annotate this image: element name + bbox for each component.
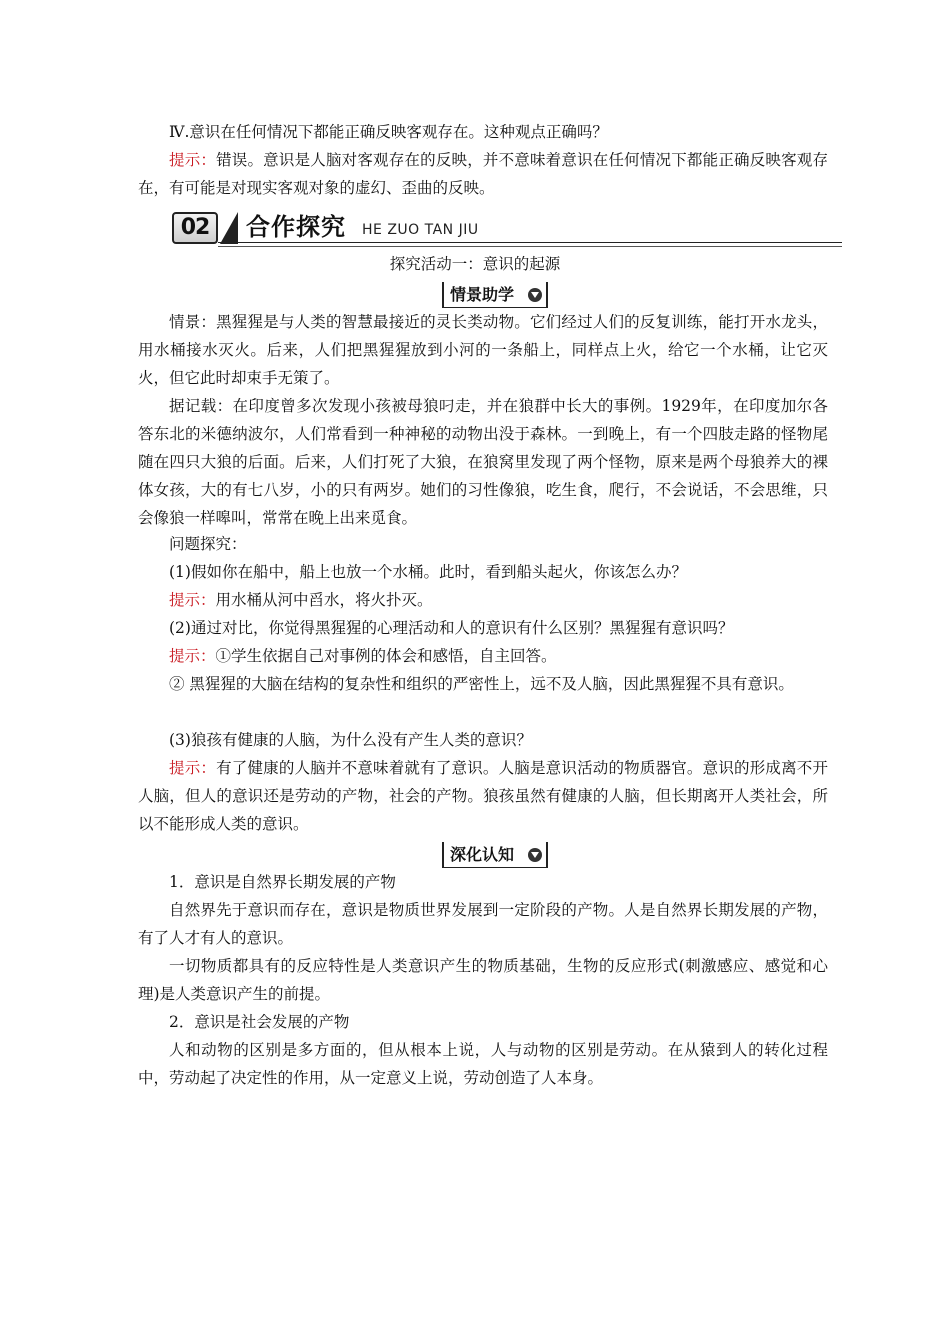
deepen-paragraph-1: 自然界先于意识而存在，意识是物质世界发展到一定阶段的产物。人是自然界长期发展的产物，有了人才有人的意识。 [138,901,828,947]
question-3: (3)狼孩有健康的人脑，为什么没有产生人类的意识？ [169,731,532,749]
scene-tag [442,282,548,308]
question-4-hint [138,146,828,202]
scene-tag-label: 情景助学 [450,285,515,304]
deepen-paragraph-3: 人和动物的区别是多方面的，但从根本上说，人与动物的区别是劳动。在从猿到人的转化过程中，劳动起了决定性的作用，从一定意义上说，劳动创造了人本身。 [138,1041,828,1087]
question-1: (1)假如你在船中，船上也放一个水桶。此时，看到船头起火，你该怎么办？ [169,563,687,581]
section-rule-thin [218,246,842,247]
hint-label: 提示： [169,647,216,665]
hint-text: 错误。意识是人脑对客观存在的反映，并不意味着意识在任何情况下都能正确反映客观存在，有可能是对现实客观对象的虚幻、歪曲的反映。 [138,151,828,197]
deepen-heading-2: 2．意识是社会发展的产物 [169,1013,350,1031]
answer-2-text: ①学生依据自己对事例的体会和感悟，自主回答。 [215,647,557,665]
section-triangle-icon [220,212,238,244]
section-header [172,212,842,248]
deepen-tag-label: 深化认知 [450,845,515,864]
answer-2 [138,642,828,670]
answer-1 [138,586,828,614]
hint-label: 提示： [169,591,216,609]
section-rule [218,242,842,243]
scene-paragraph-2: 据记载：在印度曾多次发现小孩被母狼叼走，并在狼群中长大的事例。1929年，在印度加尔各答东北的米德纳波尔，人们常看到一种神秘的动物出没于森林。一到晚上，有一个四肢走路的怪物尾随在四只大狼的后面。后来，人们打死了大狼，在狼窝里发现了两个怪物，原来是两个母狼养大的裸体女孩，大的有七八岁，小的只有两岁。她们的习性像狼，吃生食，爬行，不会说话，不会思维，只会像狼一样嗥叫，常常在晚上出来觅食。 [138,397,828,527]
hint-label: 提示： [169,151,217,169]
question-4: Ⅳ.意识在任何情况下都能正确反映客观存在。这种观点正确吗？ [169,123,608,141]
deepen-heading-1: 1．意识是自然界长期发展的产物 [169,873,396,891]
answer-1-text: 用水桶从河中舀水，将火扑灭。 [215,591,433,609]
question-2: (2)通过对比，你觉得黑猩猩的心理活动和人的意识有什么区别？黑猩猩有意识吗？ [169,619,734,637]
activity-title: 探究活动一：意识的起源 [389,255,561,273]
section-number: 02 [172,212,218,244]
answer-3 [138,754,828,838]
down-arrow-icon [528,288,542,302]
answer-2b: ② 黑猩猩的大脑在结构的复杂性和组织的严密性上，远不及人脑，因此黑猩猩不具有意识。 [169,675,794,693]
hint-label: 提示： [169,759,217,777]
question-label: 问题探究： [169,535,247,553]
down-arrow-icon [528,848,542,862]
deepen-paragraph-2: 一切物质都具有的反应特性是人类意识产生的物质基础，生物的反应形式(刺激感应、感觉和心理)是人类意识产生的前提。 [138,957,828,1003]
deepen-tag [442,842,548,868]
scene-paragraph-1: 情景：黑猩猩是与人类的智慧最接近的灵长类动物。它们经过人们的反复训练，能打开水龙头，用水桶接水灭火。后来，人们把黑猩猩放到小河的一条船上，同样点上火，给它一个水桶，让它灭火，但它此时却束手无策了。 [138,313,828,387]
section-title: 合作探究 [246,213,346,241]
answer-3-text: 有了健康的人脑并不意味着就有了意识。人脑是意识活动的物质器官。意识的形成离不开人脑，但人的意识还是劳动的产物，社会的产物。狼孩虽然有健康的人脑，但长期离开人类社会，所以不能形成人类的意识。 [138,759,828,833]
section-subtitle: HE ZUO TAN JIU [362,222,479,238]
